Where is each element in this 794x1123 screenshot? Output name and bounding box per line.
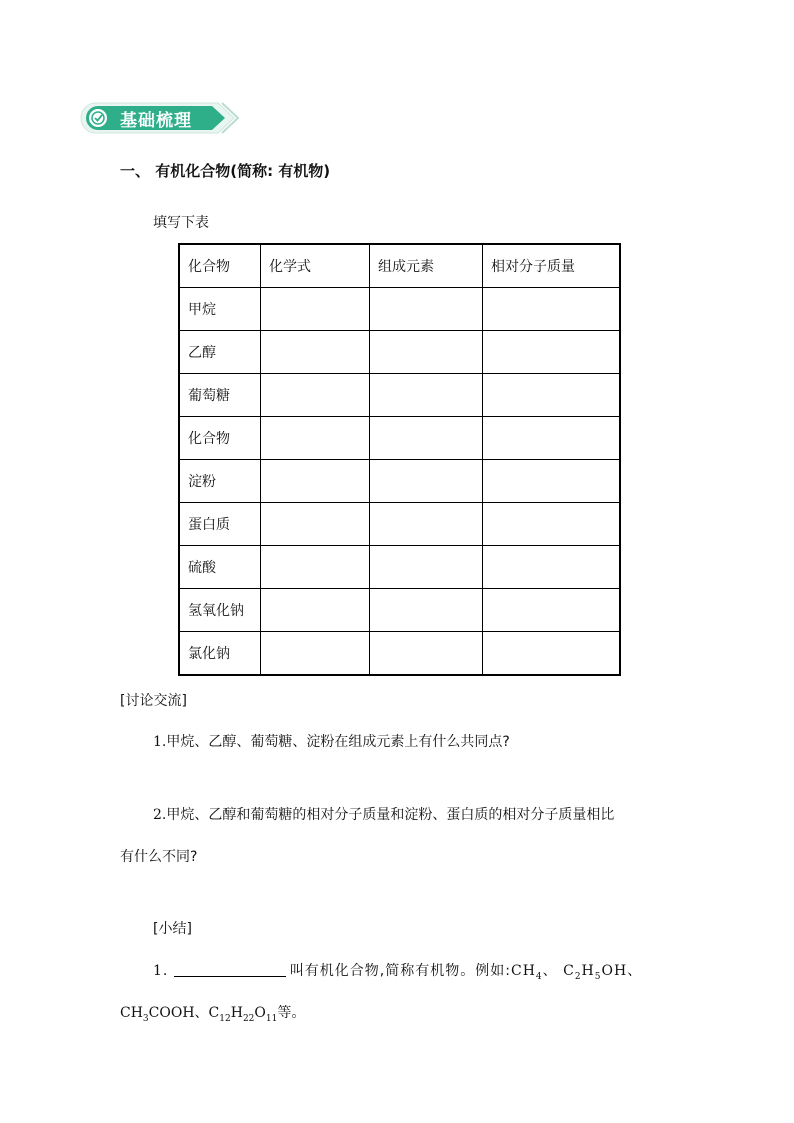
compound-name: 乙醇: [179, 331, 261, 374]
question-number: 2: [153, 807, 162, 823]
compound-name: 氯化钠: [179, 632, 261, 676]
instruction-text: 填写下表: [153, 215, 209, 231]
summary-text: 叫有机化合物,简称有机物。例如:: [289, 963, 511, 979]
compound-name: 甲烷: [179, 288, 261, 331]
formula-cell[interactable]: [261, 417, 370, 460]
question-text: .甲烷、乙醇和葡萄糖的相对分子质量和淀粉、蛋白质的相对分子质量相比: [161, 807, 615, 823]
formula-cell[interactable]: [261, 546, 370, 589]
table-row: [179, 632, 620, 676]
question-2-continued: 有什么不同?: [120, 849, 198, 865]
question-1: [153, 731, 510, 751]
compound-name: 葡萄糖: [179, 374, 261, 417]
mass-cell[interactable]: [483, 417, 621, 460]
mass-cell[interactable]: [483, 288, 621, 331]
table-row: [179, 288, 620, 331]
table-row: [179, 331, 620, 374]
summary-number: 1.: [153, 963, 169, 979]
mass-cell[interactable]: [483, 503, 621, 546]
summary-tail: 等。: [277, 1005, 306, 1021]
table-row: [179, 374, 620, 417]
elements-cell[interactable]: [370, 288, 483, 331]
elements-cell[interactable]: [370, 503, 483, 546]
compound-table: [178, 243, 621, 676]
table-row: [179, 417, 620, 460]
formula-c2h5oh: $C_2H_5OH$: [563, 963, 628, 982]
table-row: [179, 589, 620, 632]
formula-cell[interactable]: [261, 331, 370, 374]
circle-check-icon: [87, 107, 109, 129]
elements-cell[interactable]: [370, 460, 483, 503]
question-2: [153, 804, 614, 824]
compound-name: 蛋白质: [179, 503, 261, 546]
compound-name: 淀粉: [179, 460, 261, 503]
table-header-row: [179, 244, 620, 288]
discussion-title: [讨论交流]: [120, 693, 187, 709]
section-heading: 一、 有机化合物(简称: 有机物): [120, 162, 331, 180]
answer-blank[interactable]: [174, 962, 286, 977]
formula-ch4: $CH_4$: [510, 963, 543, 982]
mass-cell[interactable]: [483, 374, 621, 417]
section-badge: [78, 100, 244, 136]
formula-cell[interactable]: [261, 288, 370, 331]
mass-cell[interactable]: [483, 632, 621, 676]
table-row: [179, 460, 620, 503]
header-cell: 化学式: [261, 244, 370, 288]
badge-title: 基础梳理: [120, 111, 192, 131]
elements-cell[interactable]: [370, 374, 483, 417]
header-cell: 相对分子质量: [483, 244, 621, 288]
question-number: 1: [153, 734, 162, 750]
mass-cell[interactable]: [483, 331, 621, 374]
table-row: [179, 546, 620, 589]
elements-cell[interactable]: [370, 331, 483, 374]
separator: 、: [627, 963, 643, 979]
table-row: [179, 503, 620, 546]
separator: 、: [542, 963, 558, 979]
mass-cell[interactable]: [483, 460, 621, 503]
summary-item-1-continued: [120, 1002, 305, 1024]
compound-name: 硫酸: [179, 546, 261, 589]
separator: 、: [194, 1005, 209, 1021]
mass-cell[interactable]: [483, 589, 621, 632]
header-cell: 组成元素: [370, 244, 483, 288]
elements-cell[interactable]: [370, 417, 483, 460]
formula-cell[interactable]: [261, 589, 370, 632]
compound-name: 化合物: [179, 417, 261, 460]
summary-item-1: [153, 960, 642, 982]
compound-name: 氢氧化钠: [179, 589, 261, 632]
formula-ch3cooh: $CH_3COOH$: [120, 1005, 195, 1024]
elements-cell[interactable]: [370, 632, 483, 676]
mass-cell[interactable]: [483, 546, 621, 589]
formula-cell[interactable]: [261, 632, 370, 676]
formula-sucrose: $C_{12}H_{22}O_{11}$: [208, 1005, 278, 1024]
question-text: .甲烷、乙醇、葡萄糖、淀粉在组成元素上有什么共同点?: [161, 734, 510, 750]
elements-cell[interactable]: [370, 546, 483, 589]
elements-cell[interactable]: [370, 589, 483, 632]
header-cell: 化合物: [179, 244, 261, 288]
formula-cell[interactable]: [261, 374, 370, 417]
summary-title: [小结]: [153, 921, 192, 937]
formula-cell[interactable]: [261, 460, 370, 503]
formula-cell[interactable]: [261, 503, 370, 546]
